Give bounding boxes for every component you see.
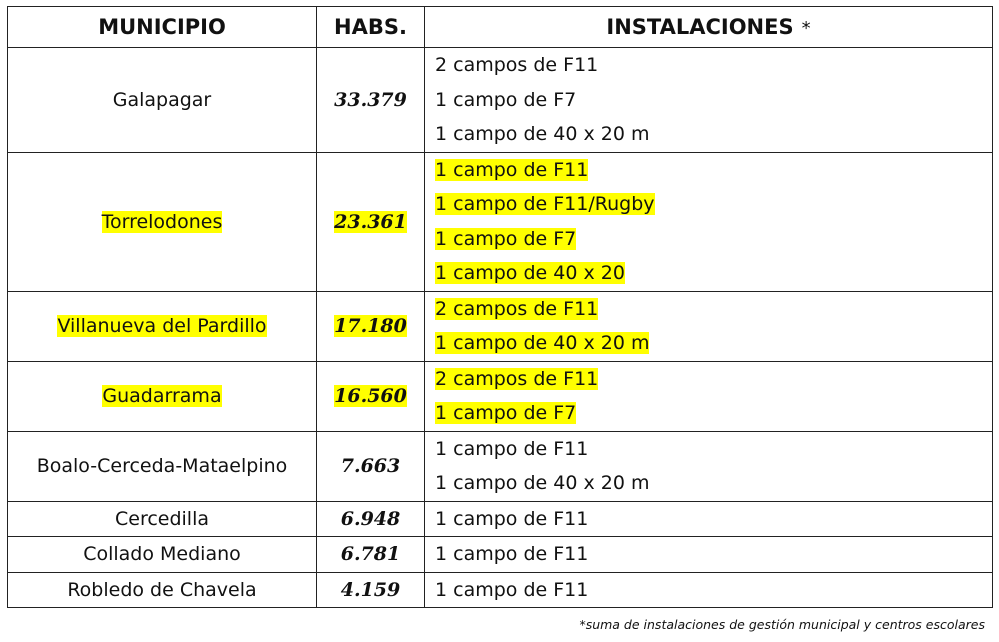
table-body	[8, 48, 993, 608]
header-instalaciones-mark: *	[801, 18, 811, 39]
instalacion-text: 1 campo de F11	[435, 543, 589, 565]
table-row	[8, 291, 993, 361]
municipio-cell	[8, 291, 317, 361]
habitantes-cell	[317, 501, 425, 537]
instalacion-line	[425, 48, 992, 83]
instalacion-text: 1 campo de 40 x 20 m	[435, 123, 650, 145]
instalacion-text: 1 campo de F11	[435, 507, 589, 530]
instalacion-line	[425, 222, 992, 257]
instalaciones-cell	[425, 431, 993, 501]
instalaciones-cell	[425, 48, 993, 153]
municipio-cell	[8, 537, 317, 573]
instalacion-text: 1 campo de F7	[435, 88, 577, 111]
municipio-cell	[8, 361, 317, 431]
header-instalaciones	[425, 7, 993, 48]
habitantes-cell	[317, 361, 425, 431]
instalacion-line	[425, 256, 992, 291]
habitantes-cell	[317, 572, 425, 608]
municipio-name: Villanueva del Pardillo	[57, 315, 267, 337]
instalacion-text: 1 campo de F11/Rugby	[435, 193, 655, 215]
habitantes-cell	[317, 431, 425, 501]
header-instalaciones-label: INSTALACIONES	[606, 15, 794, 39]
instalacion-line	[425, 432, 992, 467]
instalacion-line	[425, 396, 992, 431]
footnote: *suma de instalaciones de gestión municipal y centros escolares	[579, 617, 985, 632]
instalacion-text: 1 campo de F7	[435, 227, 577, 250]
instalacion-text: 1 campo de 40 x 20 m	[435, 472, 650, 494]
facilities-table	[7, 6, 993, 608]
municipio-name: Cercedilla	[114, 507, 210, 530]
instalacion-text: 1 campo de F11	[435, 437, 589, 460]
table-row	[8, 152, 993, 291]
instalacion-text: 1 campo de F11	[435, 158, 589, 181]
instalacion-text: 1 campo de F7	[435, 402, 577, 424]
habitantes-value: 4.159	[340, 578, 401, 601]
habitantes-cell	[317, 537, 425, 573]
instalacion-text: 2 campos de F11	[435, 367, 599, 390]
municipio-cell	[8, 572, 317, 608]
instalaciones-cell	[425, 537, 993, 573]
habitantes-value: 7.663	[340, 455, 401, 477]
instalacion-line	[425, 292, 992, 327]
municipio-name: Boalo-Cerceda-Mataelpino	[36, 455, 288, 477]
instalacion-text: 1 campo de F11	[435, 578, 589, 601]
habitantes-value: 17.180	[334, 315, 407, 337]
instalacion-line	[425, 117, 992, 152]
habitantes-cell	[317, 291, 425, 361]
instalacion-text: 2 campos de F11	[435, 297, 599, 320]
instalacion-text: 1 campo de 40 x 20	[435, 262, 625, 284]
instalacion-line	[425, 83, 992, 118]
header-municipio: MUNICIPIO	[8, 7, 317, 48]
municipio-cell	[8, 152, 317, 291]
instalacion-line	[425, 326, 992, 361]
instalaciones-cell	[425, 152, 993, 291]
instalacion-text: 1 campo de 40 x 20 m	[435, 332, 650, 354]
instalaciones-cell	[425, 572, 993, 608]
habitantes-value: 6.948	[340, 507, 401, 530]
table-row	[8, 361, 993, 431]
table-row	[8, 501, 993, 537]
habitantes-value: 6.781	[340, 543, 401, 566]
habitantes-value: 23.361	[334, 210, 407, 233]
municipio-name: Collado Mediano	[83, 543, 241, 566]
municipio-cell	[8, 501, 317, 537]
habitantes-value: 33.379	[334, 88, 407, 111]
habitantes-cell	[317, 48, 425, 153]
instalaciones-cell	[425, 361, 993, 431]
instalaciones-cell	[425, 291, 993, 361]
municipio-cell	[8, 431, 317, 501]
instalacion-line	[425, 153, 992, 188]
instalacion-text: 2 campos de F11	[435, 54, 599, 76]
table-row	[8, 431, 993, 501]
instalaciones-cell	[425, 501, 993, 537]
municipio-name: Guadarrama	[102, 385, 222, 407]
table-row	[8, 537, 993, 573]
municipio-name: Torrelodones	[101, 210, 223, 233]
municipio-name: Galapagar	[112, 88, 212, 111]
header-row	[8, 7, 993, 48]
municipio-cell	[8, 48, 317, 153]
habitantes-cell	[317, 152, 425, 291]
header-habs: HABS.	[317, 7, 425, 48]
instalacion-line	[425, 573, 992, 608]
habitantes-value: 16.560	[334, 385, 407, 407]
municipio-name: Robledo de Chavela	[67, 578, 257, 601]
instalacion-line	[425, 502, 992, 537]
instalacion-line	[425, 362, 992, 397]
instalacion-line	[425, 537, 992, 572]
instalacion-line	[425, 187, 992, 222]
table-row	[8, 572, 993, 608]
instalacion-line	[425, 466, 992, 501]
table-row	[8, 48, 993, 153]
